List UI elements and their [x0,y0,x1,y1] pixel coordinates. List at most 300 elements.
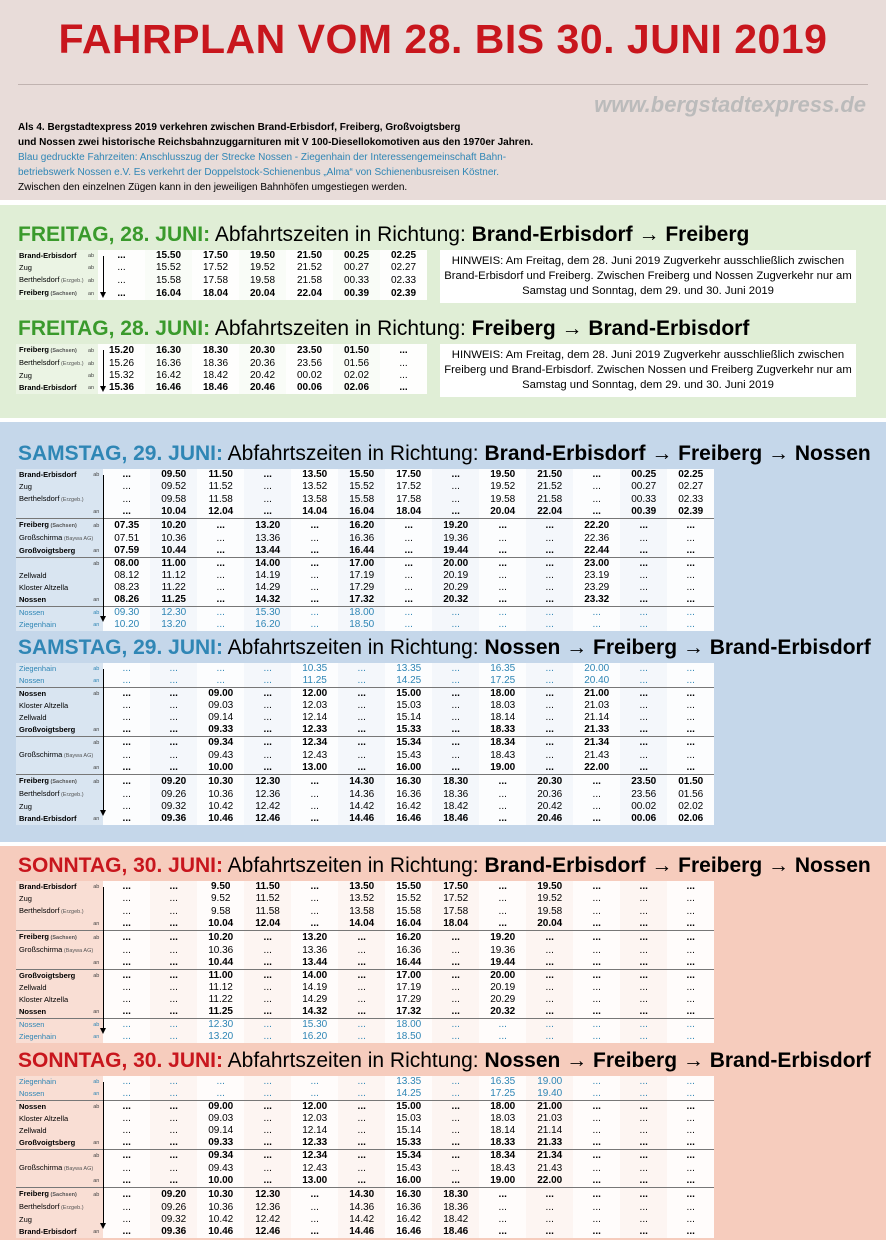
time-cell: 16.30 [385,1188,432,1202]
table-row [16,532,714,545]
time-cell: ... [667,1226,714,1238]
arrival-departure-marker: an [93,545,103,558]
time-cell: 12.34 [291,1150,338,1163]
time-cell: ... [526,970,573,983]
time-cell: 14.30 [338,775,385,789]
time-cell: 19.36 [432,532,479,545]
time-cell: ... [432,1113,479,1125]
arrival-departure-marker: ab [93,519,103,533]
time-cell: ... [620,1031,667,1043]
time-cell: ... [103,970,150,983]
section-direction: Brand-Erbisdorf → Freiberg → Nossen [484,442,871,465]
time-cell: 20.36 [526,788,573,801]
time-cell: 01.50 [333,344,380,357]
time-cell: 09.20 [150,775,197,789]
time-cell: ... [150,1101,197,1114]
direction-arrow-icon [103,350,104,390]
time-cell: 15.30 [291,1019,338,1032]
station-label: Nossen [19,608,45,617]
time-cell: ... [103,688,150,701]
time-cell: ... [479,881,526,893]
time-cell: ... [103,712,150,724]
time-cell: ... [620,1006,667,1019]
time-cell: ... [338,994,385,1006]
time-cell: ... [432,619,479,631]
time-cell: ... [291,582,338,594]
section-day: SONNTAG, 30. JUNI: [18,854,223,877]
time-cell: ... [667,1201,714,1214]
time-cell: ... [150,1019,197,1032]
table-row [16,1125,714,1137]
station-name [16,775,93,789]
time-cell: 14.04 [338,918,385,931]
time-cell: 10.30 [197,1188,244,1202]
time-cell: 21.14 [526,1125,573,1137]
time-cell: 10.35 [291,663,338,675]
time-cell: ... [385,545,432,558]
time-cell: 21.52 [286,262,333,274]
station-label: Zug [19,894,32,903]
time-cell: 18.33 [479,1137,526,1150]
time-cell: ... [620,1113,667,1125]
time-cell: ... [150,675,197,688]
time-cell: 13.44 [291,957,338,970]
time-cell: 00.27 [620,481,667,493]
time-cell: ... [526,1226,573,1238]
time-cell: 10.00 [197,1175,244,1188]
station-name [16,1031,93,1043]
time-cell: ... [667,1101,714,1114]
time-cell: 09.00 [197,1101,244,1114]
time-cell: ... [432,607,479,620]
section-title [18,222,749,248]
time-cell: ... [338,1162,385,1175]
time-cell: ... [526,594,573,607]
time-cell: ... [197,607,244,620]
time-cell: 11.50 [197,469,244,481]
station-name [16,737,93,750]
time-cell: ... [98,250,145,262]
time-cell: ... [244,675,291,688]
time-cell: ... [338,1019,385,1032]
time-cell: ... [620,1162,667,1175]
time-cell: ... [573,957,620,970]
time-cell: 12.33 [291,1137,338,1150]
time-cell: 00.39 [333,287,380,300]
station-label: Großschirma [19,750,63,759]
table-row [16,905,714,918]
station-name [16,1188,93,1202]
station-label: Zellwald [19,713,47,722]
time-cell: ... [479,1201,526,1214]
header-divider [18,84,868,85]
time-cell: 16.46 [385,813,432,825]
station-name [16,558,93,571]
arrival-departure-marker: an [93,762,103,775]
time-cell: ... [620,749,667,762]
time-cell: 09.36 [150,1226,197,1238]
time-cell: ... [103,493,150,506]
time-cell: ... [432,1019,479,1032]
time-cell: 20.46 [239,382,286,394]
table-row [16,775,714,789]
station-name [16,994,93,1006]
time-cell: 02.25 [380,250,427,262]
time-cell: 12.00 [291,1101,338,1114]
table-row [16,1201,714,1214]
intro-line-3: Zwischen den einzelnen Zügen kann in den jeweiligen Bahnhöfen umgestiegen werden. [18,182,408,193]
time-cell: 10.36 [197,788,244,801]
time-cell: 23.50 [286,344,333,357]
arrival-departure-marker: ab [93,775,103,789]
time-cell: ... [244,1137,291,1150]
arrival-departure-marker: ab [93,1150,103,1163]
time-cell: ... [526,712,573,724]
time-cell: ... [432,1162,479,1175]
station-name [16,370,88,382]
time-cell: 17.19 [338,570,385,582]
arrival-departure-marker [93,944,103,957]
time-cell: 10.44 [150,545,197,558]
time-cell: 17.29 [385,994,432,1006]
time-cell: ... [526,957,573,970]
station-name [16,801,93,813]
time-cell: 15.58 [338,493,385,506]
arrival-departure-marker [93,788,103,801]
time-cell: ... [573,1175,620,1188]
time-cell: ... [573,493,620,506]
time-cell: ... [573,775,620,789]
section-day: FREITAG, 28. JUNI: [18,223,211,246]
time-cell: ... [479,558,526,571]
time-cell: ... [385,582,432,594]
time-cell: ... [291,545,338,558]
time-cell: ... [526,994,573,1006]
time-cell: ... [291,1214,338,1226]
time-cell: 12.04 [244,918,291,931]
time-cell: 09.33 [197,724,244,737]
time-cell: 15.50 [145,250,192,262]
time-cell: ... [385,519,432,533]
time-cell: 9.52 [197,893,244,905]
arrival-departure-marker: an [93,1226,103,1238]
time-cell: 15.36 [98,382,145,394]
time-cell: ... [526,749,573,762]
station-label: Berthelsdorf [19,275,60,284]
time-cell: ... [244,688,291,701]
time-cell: 12.36 [244,788,291,801]
table-row [16,262,427,274]
time-cell: 09.26 [150,1201,197,1214]
time-cell: 08.26 [103,594,150,607]
time-cell: ... [432,737,479,750]
time-cell: ... [244,493,291,506]
time-cell: 20.29 [432,582,479,594]
station-name [16,570,93,582]
time-cell: 18.03 [479,1113,526,1125]
time-cell: 14.25 [385,675,432,688]
time-cell: ... [479,1188,526,1202]
time-cell: 07.59 [103,545,150,558]
arrival-departure-marker: ab [88,370,98,382]
arrival-departure-marker: ab [88,262,98,274]
station-name [16,749,93,762]
timetable [16,469,714,631]
time-cell: 12.00 [291,688,338,701]
time-cell: ... [667,1031,714,1043]
station-label: Nossen [19,1007,47,1016]
time-cell: ... [526,1019,573,1032]
time-cell: 02.39 [380,287,427,300]
time-cell: 09.43 [197,1162,244,1175]
time-cell: 15.50 [338,469,385,481]
time-cell: ... [338,762,385,775]
time-cell: ... [620,918,667,931]
table-row [16,688,714,701]
time-cell: 16.44 [338,545,385,558]
table-row [16,545,714,558]
time-cell: ... [620,724,667,737]
section-day: FREITAG, 28. JUNI: [18,317,211,340]
arrival-departure-marker [93,1162,103,1175]
time-cell: ... [103,905,150,918]
time-cell: 10.42 [197,1214,244,1226]
time-cell: 18.14 [479,1125,526,1137]
time-cell: ... [620,1076,667,1088]
time-cell: 13.50 [291,469,338,481]
time-cell: ... [526,619,573,631]
timetable [16,344,427,394]
time-cell: 18.00 [385,1019,432,1032]
time-cell: ... [526,519,573,533]
time-cell: 17.50 [432,881,479,893]
time-cell: 09.14 [197,1125,244,1137]
table-row [16,370,427,382]
time-cell: 23.56 [286,357,333,370]
station-label: Freiberg [19,776,50,785]
time-cell: ... [620,570,667,582]
time-cell: ... [620,607,667,620]
time-cell: ... [338,1125,385,1137]
time-cell: ... [150,881,197,893]
time-cell: 23.29 [573,582,620,594]
time-cell: ... [432,1006,479,1019]
time-cell: 16.00 [385,1175,432,1188]
arrival-departure-marker [93,1201,103,1214]
station-name [16,712,93,724]
time-cell: ... [291,801,338,813]
time-cell: 16.44 [385,957,432,970]
table-row [16,1088,714,1101]
time-cell: ... [103,737,150,750]
time-cell: ... [667,688,714,701]
time-cell: ... [526,675,573,688]
time-cell: ... [338,1137,385,1150]
time-cell: 20.04 [479,506,526,519]
time-cell: ... [667,570,714,582]
time-cell: ... [103,1125,150,1137]
time-cell: ... [432,506,479,519]
time-cell: 10.04 [150,506,197,519]
time-cell: 14.32 [244,594,291,607]
time-cell: 14.19 [244,570,291,582]
direction-arrow-icon [103,475,104,620]
time-cell: ... [667,1113,714,1125]
time-cell: ... [573,1031,620,1043]
time-cell: ... [620,558,667,571]
time-cell: 21.43 [526,1162,573,1175]
time-cell: ... [620,982,667,994]
time-cell: ... [338,944,385,957]
table-row [16,570,714,582]
time-cell: 16.36 [145,357,192,370]
time-cell: ... [385,532,432,545]
time-cell: 01.56 [667,788,714,801]
time-cell: 09.52 [150,481,197,493]
time-cell: 21.14 [573,712,620,724]
time-cell: ... [479,532,526,545]
time-cell: ... [103,1101,150,1114]
time-cell: ... [479,1214,526,1226]
time-cell: ... [573,1019,620,1032]
section-prefix: Abfahrtszeiten in Richtung: [222,636,485,659]
time-cell: ... [573,982,620,994]
time-cell: 21.50 [286,250,333,262]
time-cell: ... [244,982,291,994]
time-cell: ... [667,663,714,675]
time-cell: ... [620,881,667,893]
station-label: Nossen [19,1102,47,1111]
station-label: Brand-Erbisdorf [19,882,77,891]
time-cell: 09.32 [150,1214,197,1226]
time-cell: ... [573,881,620,893]
arrival-departure-marker: an [93,1088,103,1101]
station-label: Brand-Erbisdorf [19,251,77,260]
time-cell: ... [526,663,573,675]
arrival-departure-marker [93,994,103,1006]
time-cell: 00.02 [620,801,667,813]
time-cell: ... [338,700,385,712]
time-cell: 16.20 [291,1031,338,1043]
time-cell: ... [103,749,150,762]
section-direction: Brand-Erbisdorf → Freiberg → Nossen [484,854,871,877]
time-cell: ... [526,532,573,545]
time-cell: ... [620,545,667,558]
time-cell: 21.58 [526,493,573,506]
time-cell: 22.00 [526,1175,573,1188]
time-cell: 07.51 [103,532,150,545]
time-cell: ... [338,1150,385,1163]
time-cell: 12.03 [291,700,338,712]
time-cell: 16.35 [479,663,526,675]
time-cell: 18.30 [192,344,239,357]
arrival-departure-marker: ab [93,558,103,571]
time-cell: ... [150,905,197,918]
time-cell: 18.36 [432,1201,479,1214]
time-cell: ... [667,737,714,750]
time-cell: 23.19 [573,570,620,582]
time-cell: 11.25 [197,1006,244,1019]
time-cell: ... [620,700,667,712]
time-cell: 18.50 [338,619,385,631]
time-cell: ... [197,545,244,558]
time-cell: ... [338,1088,385,1101]
time-cell: ... [103,801,150,813]
station-name [16,532,93,545]
station-sublabel: (Baywa AG) [62,1166,94,1172]
station-name [16,724,93,737]
time-cell: 21.00 [526,1101,573,1114]
time-cell: ... [573,918,620,931]
table-row [16,918,714,931]
table-row [16,344,427,357]
time-cell: 09.58 [150,493,197,506]
time-cell: 18.04 [432,918,479,931]
website-url[interactable]: www.bergstadtexpress.de [594,92,866,117]
time-cell: ... [526,737,573,750]
hint-note: HINWEIS: Am Freitag, dem 28. Juni 2019 Zugverkehr ausschließlich zwischen Brand-Erbisdorf und Freiberg. Zwischen Freiberg und Nossen Zugverkehr nur am Samstag und Sonntag, dem 29. und 30. Juni 2019 [440,250,856,303]
station-label: Kloster Altzella [19,995,69,1004]
time-cell: ... [244,724,291,737]
time-cell: ... [244,1006,291,1019]
time-cell: ... [620,1214,667,1226]
arrival-departure-marker [93,481,103,493]
time-cell: 14.36 [338,788,385,801]
station-sublabel: (Erzgeb.) [59,497,84,503]
arrival-departure-marker: an [93,918,103,931]
section-prefix: Abfahrtszeiten in Richtung: [210,223,472,246]
time-cell: 01.50 [667,775,714,789]
time-cell: ... [573,1214,620,1226]
time-cell: 21.03 [573,700,620,712]
time-cell: 13.52 [338,893,385,905]
time-cell: 13.20 [197,1031,244,1043]
time-cell: ... [573,1076,620,1088]
time-cell: 13.00 [291,762,338,775]
table-row [16,931,714,945]
station-name [16,1076,93,1088]
time-cell: ... [573,481,620,493]
time-cell: ... [103,918,150,931]
time-cell: ... [573,506,620,519]
time-cell: 20.19 [479,982,526,994]
time-cell: ... [338,724,385,737]
table-row [16,1076,714,1088]
time-cell: 00.33 [620,493,667,506]
section-title [18,853,871,879]
time-cell: ... [244,469,291,481]
time-cell: 14.19 [291,982,338,994]
table-row [16,982,714,994]
time-cell: 09.33 [197,1137,244,1150]
time-cell: ... [432,970,479,983]
time-cell: ... [244,1175,291,1188]
time-cell: 15.14 [385,712,432,724]
time-cell: ... [620,1188,667,1202]
time-cell: 12.42 [244,801,291,813]
time-cell: ... [620,1088,667,1101]
time-cell: ... [432,675,479,688]
arrival-departure-marker: ab [93,607,103,620]
time-cell: 20.30 [239,344,286,357]
time-cell: ... [103,893,150,905]
time-cell: ... [620,519,667,533]
arrival-departure-marker [93,1113,103,1125]
time-cell: 15.34 [385,1150,432,1163]
time-cell: ... [197,519,244,533]
time-cell: 19.58 [239,274,286,287]
time-cell: 13.20 [244,519,291,533]
